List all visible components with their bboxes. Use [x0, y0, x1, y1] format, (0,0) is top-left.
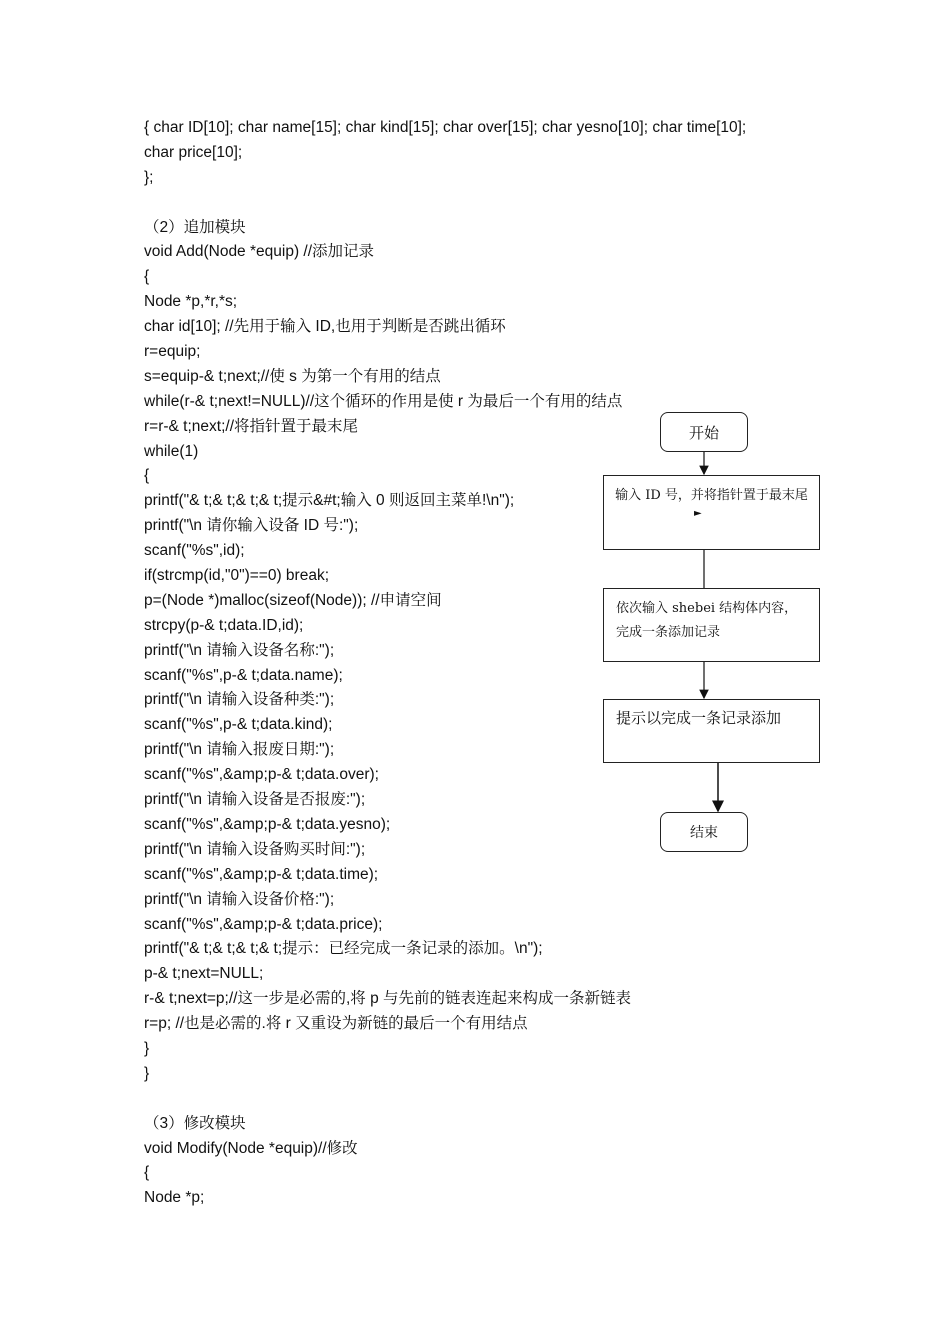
- code-line: strcpy(p-& t;data.ID,id);: [144, 616, 304, 634]
- triangle-icon: ►: [694, 508, 702, 519]
- code-line: printf("\n 请输入设备名称:");: [144, 641, 335, 659]
- code-line: }: [144, 1039, 150, 1057]
- code-line: scanf("%s",&amp;p-& t;data.time);: [144, 865, 379, 883]
- code-line: scanf("%s",id);: [144, 542, 245, 560]
- code-line: printf("\n 请输入设备是否报废:");: [144, 791, 366, 809]
- code-line: printf("\n 请输入设备价格:");: [144, 890, 335, 908]
- code-line: }: [144, 1064, 150, 1082]
- blank-line: [144, 1087, 824, 1112]
- code-line: char price[10];: [144, 143, 243, 161]
- code-line: Node *p;: [144, 1189, 205, 1207]
- code-line: while(r-& t;next!=NULL)//这个循环的作用是使 r 为最后一个有用的结点: [144, 392, 623, 410]
- code-line: printf("\n 请输入设备购买时间:");: [144, 840, 366, 858]
- code-line: scanf("%s",&amp;p-& t;data.price);: [144, 915, 383, 933]
- code-line: };: [144, 168, 154, 186]
- code-line: printf("\n 请输入设备种类:");: [144, 691, 335, 709]
- code-line: {: [144, 1164, 150, 1182]
- code-line: （3）修改模块: [144, 1114, 246, 1132]
- code-line: scanf("%s",&amp;p-& t;data.over);: [144, 766, 379, 784]
- code-line: void Modify(Node *equip)//修改: [144, 1139, 358, 1157]
- code-line: void Add(Node *equip) //添加记录: [144, 243, 375, 261]
- code-line: while(1): [144, 442, 199, 460]
- code-line: {: [144, 268, 150, 286]
- code-line: scanf("%s",p-& t;data.name);: [144, 666, 343, 684]
- blank-line: [144, 191, 824, 216]
- code-line: char id[10]; //先用于输入 ID,也用于判断是否跳出循环: [144, 318, 506, 336]
- code-line: { char ID[10]; char name[15]; char kind[15]; char over[15]; char yesno[10]; char time[10];: [144, 119, 747, 136]
- code-line: Node *p,*r,*s;: [144, 293, 238, 311]
- code-line: （2）追加模块: [144, 218, 246, 236]
- flow-step-input-id-label: 输入 ID 号，并将指针置于最末尾: [615, 488, 808, 503]
- code-listing: [144, 116, 824, 1211]
- flow-step-prompt-done: 提示以完成一条记录添加: [603, 699, 820, 763]
- code-line: p-& t;next=NULL;: [144, 965, 264, 983]
- code-line: p=(Node *)malloc(sizeof(Node)); //申请空间: [144, 591, 442, 609]
- code-line: printf("& t;& t;& t;& t;提示：已经完成一条记录的添加。\n");: [144, 940, 543, 958]
- code-line: r=r-& t;next;//将指针置于最末尾: [144, 417, 359, 435]
- code-line: r=equip;: [144, 343, 201, 361]
- code-line: r-& t;next=p;//这一步是必需的,将 p 与先前的链表连起来构成一条新链表: [144, 990, 632, 1008]
- flow-step-input-struct: 依次输入 shebei 结构体内容，完成一条添加记录: [603, 588, 820, 662]
- code-line: r=p; //也是必需的.将 r 又重设为新链的最后一个有用结点: [144, 1015, 528, 1033]
- code-line: printf("\n 请你输入设备 ID 号:");: [144, 517, 359, 535]
- code-line: printf("\n 请输入报废日期:");: [144, 741, 335, 759]
- code-line: if(strcmp(id,"0")==0) break;: [144, 567, 330, 585]
- code-line: scanf("%s",p-& t;data.kind);: [144, 716, 333, 734]
- code-line: printf("& t;& t;& t;& t;提示&#t;输入 0 则返回主菜单!\n");: [144, 492, 515, 510]
- code-line: s=equip-& t;next;//使 s 为第一个有用的结点: [144, 367, 441, 385]
- flow-end-node: 结束: [660, 812, 748, 852]
- code-line: {: [144, 467, 150, 485]
- code-line: scanf("%s",&amp;p-& t;data.yesno);: [144, 815, 391, 833]
- flow-start-node: 开始: [660, 412, 748, 452]
